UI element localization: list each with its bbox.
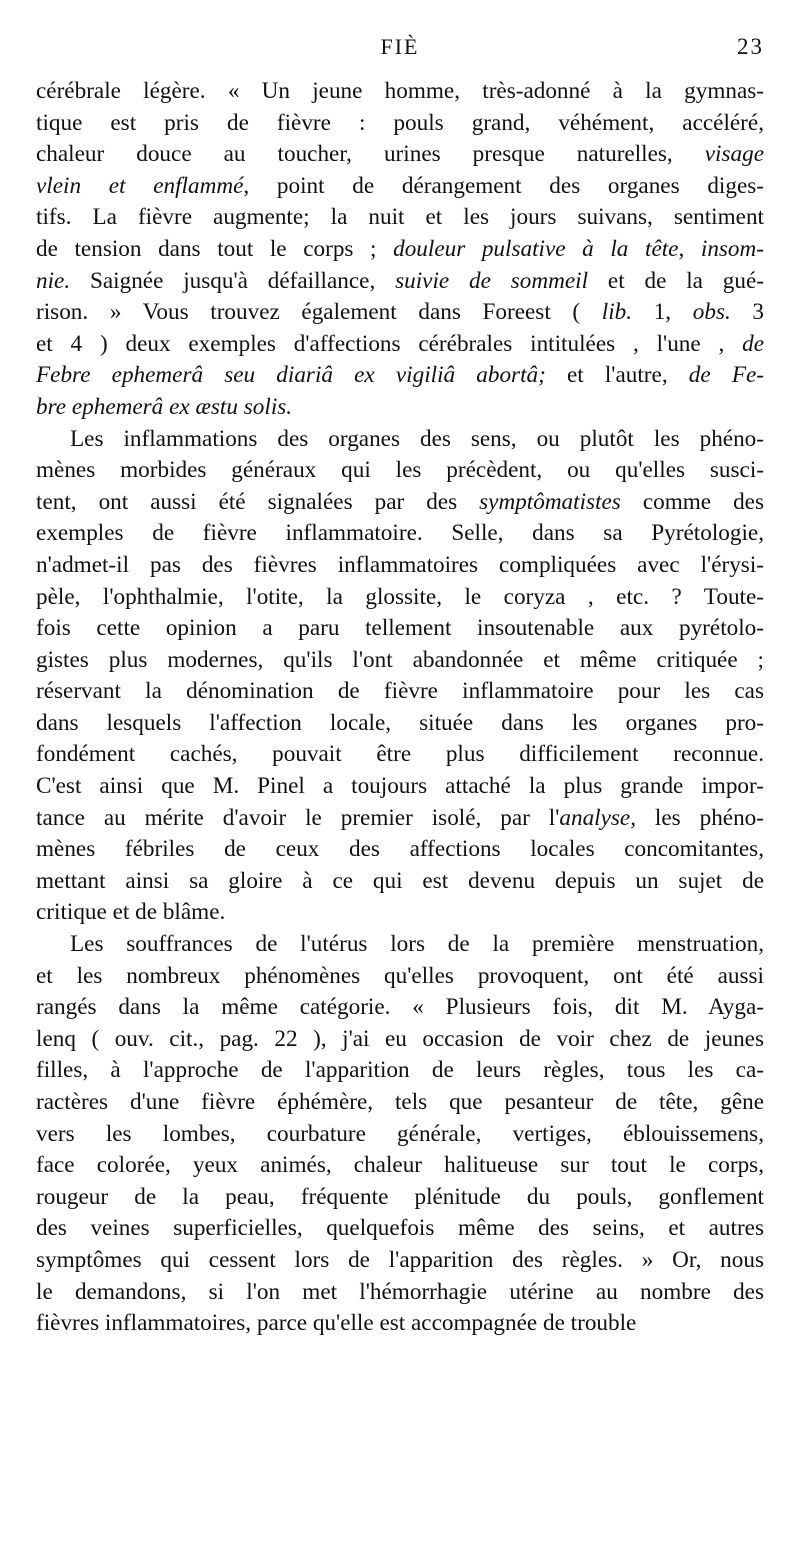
text-line	[36, 961, 764, 993]
italic-run: insom-	[700, 235, 764, 262]
text-run: et 4 ) deux exemples d'affections cérébrales intitulées , l'une ,	[36, 330, 743, 357]
text-line	[36, 1213, 764, 1245]
text-run: de tension dans tout le corps ;	[36, 235, 394, 262]
italic-run: de	[742, 330, 764, 357]
text-line	[36, 1087, 764, 1119]
text-line	[36, 455, 764, 487]
italic-run: nie.	[36, 267, 71, 294]
text-line	[36, 803, 764, 835]
text-line	[36, 171, 764, 203]
text-line	[36, 108, 764, 140]
text-line	[36, 929, 764, 961]
text-line	[36, 550, 764, 582]
text-line	[36, 518, 764, 550]
text-run: tance au mérite d'avoir le premier isolé, par l'	[36, 804, 560, 831]
paragraph	[36, 424, 764, 930]
text-run: pèle, l'ophthalmie, l'otite, la glossite, le coryza , etc. ? Toute-	[36, 583, 764, 610]
italic-run: obs.	[692, 299, 731, 326]
paragraph	[36, 929, 764, 1340]
text-run: et l'autre,	[545, 362, 689, 389]
text-line	[36, 1150, 764, 1182]
italic-run: analyse,	[559, 804, 637, 831]
text-run: fois cette opinion a paru tellement insoutenable aux pyrétolo-	[36, 615, 764, 642]
text-line	[36, 234, 764, 266]
text-line	[36, 834, 764, 866]
text-run: Saignée jusqu'à défaillance,	[70, 267, 396, 294]
text-run: réservant la dénomination de fièvre inflammatoire pour les cas	[36, 678, 764, 705]
text-run: exemples de fièvre inflammatoire. Selle, dans sa Pyrétologie,	[36, 520, 764, 547]
text-run: et de la gué-	[588, 267, 764, 294]
text-run: 1,	[632, 299, 693, 326]
text-run: tique est pris de fièvre : pouls grand, véhément, accéléré,	[36, 109, 764, 136]
text-line	[36, 424, 764, 456]
text-run: des veines superficielles, quelquefois même des seins, et autres	[36, 1215, 764, 1242]
text-run: tifs. La fièvre augmente; la nuit et les jours suivans, sentiment	[36, 204, 764, 231]
text-run: fièvres inflammatoires, parce qu'elle est accompagnée de trouble	[36, 1310, 637, 1337]
text-line	[36, 1308, 764, 1340]
text-run: rougeur de la peau, fréquente plénitude du pouls, gonflement	[36, 1183, 764, 1210]
italic-run: symptômatistes	[479, 488, 621, 515]
italic-run: lib.	[601, 299, 633, 326]
text-run: dans lesquels l'affection locale, située dans les organes pro-	[36, 709, 764, 736]
text-line	[36, 771, 764, 803]
text-run: rison. » Vous trouvez également dans Foreest (	[36, 299, 602, 326]
text-run: comme des	[620, 488, 764, 515]
text-run: critique et de blâme.	[36, 899, 226, 926]
italic-run: Febre ephemerâ seu diariâ ex vigiliâ abortâ;	[36, 362, 546, 389]
italic-run: de Fe-	[688, 362, 764, 389]
text-line	[36, 897, 764, 929]
text-line	[36, 329, 764, 361]
text-run: gistes plus modernes, qu'ils l'ont abandonnée et même critiquée ;	[36, 646, 764, 673]
text-line	[36, 76, 764, 108]
text-line	[36, 992, 764, 1024]
text-run: mettant ainsi sa gloire à ce qui est devenu depuis un sujet de	[36, 867, 764, 894]
text-line	[36, 1182, 764, 1214]
text-line	[36, 676, 764, 708]
paragraph	[36, 76, 764, 424]
text-run: les phéno-	[636, 804, 764, 831]
text-line	[36, 1024, 764, 1056]
running-title: FIÈ	[380, 34, 420, 59]
text-run: chaleur douce au toucher, urines presque naturelles,	[36, 141, 705, 168]
italic-run: vlein et enflammé	[36, 172, 244, 199]
text-line	[36, 392, 764, 424]
text-run: fondément cachés, pouvait être plus difficilement reconnue.	[36, 741, 764, 768]
text-line	[36, 487, 764, 519]
text-run: , point de dérangement des organes diges-	[243, 172, 764, 199]
text-line	[36, 297, 764, 329]
italic-run: douleur pulsative à la tête	[393, 235, 679, 262]
text-line	[36, 582, 764, 614]
text-run: tent, ont aussi été signalées par des	[36, 488, 480, 515]
text-line	[36, 645, 764, 677]
italic-run: bre ephemerâ ex æstu solis.	[36, 393, 293, 420]
text-run: Les inflammations des organes des sens, ou plutôt les phéno-	[70, 425, 764, 452]
text-run: Les souffrances de l'utérus lors de la première menstruation,	[70, 931, 764, 958]
text-run: filles, à l'approche de l'apparition de leurs règles, tous les ca-	[36, 1057, 764, 1084]
text-run: et les nombreux phénomènes qu'elles provoquent, ont été aussi	[36, 962, 764, 989]
text-run: vers les lombes, courbature générale, vertiges, éblouissemens,	[36, 1120, 764, 1147]
body-text	[36, 76, 764, 1340]
text-line	[36, 266, 764, 298]
text-line	[36, 613, 764, 645]
text-line	[36, 1245, 764, 1277]
text-run: symptômes qui cessent lors de l'apparition des règles. » Or, nous	[36, 1246, 764, 1273]
text-run: ,	[678, 235, 701, 262]
text-line	[36, 1277, 764, 1309]
text-run: cérébrale légère. « Un jeune homme, très-adonné à la gymnas-	[36, 78, 764, 104]
text-line	[36, 139, 764, 171]
text-line	[36, 202, 764, 234]
text-run: 3	[730, 299, 765, 326]
text-line	[36, 1119, 764, 1151]
text-line	[36, 739, 764, 771]
text-run: rangés dans la même catégorie. « Plusieurs fois, dit M. Ayga-	[36, 994, 764, 1021]
text-line	[36, 708, 764, 740]
italic-run: visage	[704, 141, 764, 168]
text-line	[36, 1055, 764, 1087]
book-page	[36, 30, 764, 1340]
text-line	[36, 360, 764, 392]
text-line	[36, 866, 764, 898]
text-run: n'admet-il pas des fièvres inflammatoires compliquées avec l'érysi-	[36, 551, 764, 578]
text-run: mènes fébriles de ceux des affections locales concomitantes,	[36, 836, 764, 863]
running-header	[36, 30, 764, 76]
text-run: face colorée, yeux animés, chaleur halitueuse sur tout le corps,	[36, 1152, 764, 1179]
text-run: mènes morbides généraux qui les précèdent, ou qu'elles susci-	[36, 457, 764, 484]
text-run: C'est ainsi que M. Pinel a toujours attaché la plus grande impor-	[36, 773, 764, 800]
text-run: le demandons, si l'on met l'hémorrhagie utérine au nombre des	[36, 1278, 764, 1305]
text-run: lenq ( ouv. cit., pag. 22 ), j'ai eu occasion de voir chez de jeunes	[36, 1025, 764, 1052]
italic-run: suivie de sommeil	[395, 267, 589, 294]
text-run: ractères d'une fièvre éphémère, tels que pesanteur de tête, gêne	[36, 1089, 764, 1115]
page-number: 23	[737, 34, 764, 59]
